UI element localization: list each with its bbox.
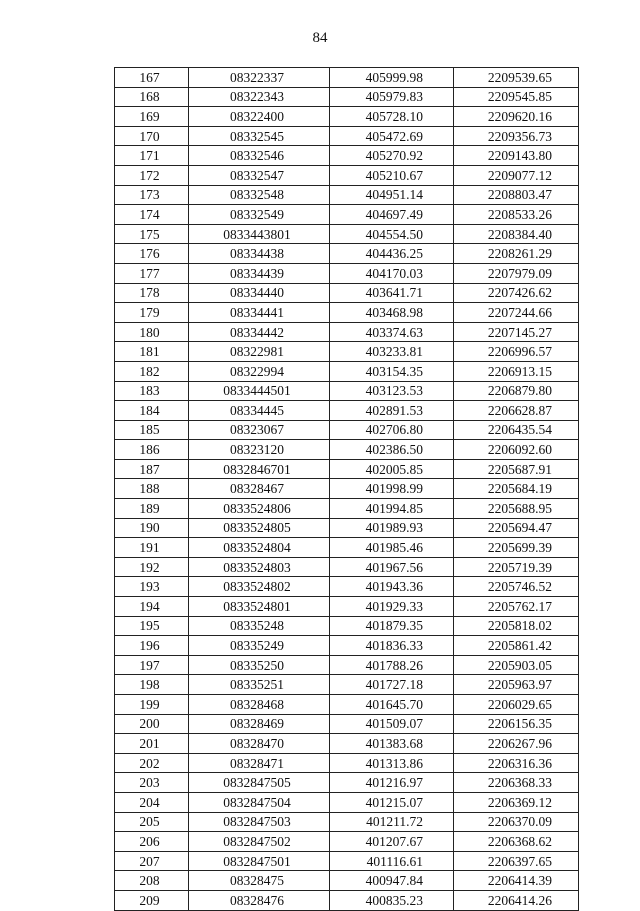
- point-id-cell: 08335250: [189, 655, 330, 675]
- row-number-cell: 173: [115, 185, 189, 205]
- y-coordinate-cell: 2209356.73: [454, 126, 579, 146]
- table-row: [115, 695, 579, 715]
- x-coordinate-cell: 403154.35: [330, 361, 454, 381]
- point-id-cell: 08328469: [189, 714, 330, 734]
- table-row: [115, 655, 579, 675]
- point-id-cell: 08335251: [189, 675, 330, 695]
- y-coordinate-cell: 2205746.52: [454, 577, 579, 597]
- row-number-cell: 185: [115, 420, 189, 440]
- x-coordinate-cell: 401994.85: [330, 499, 454, 519]
- row-number-cell: 171: [115, 146, 189, 166]
- point-id-cell: 0833524805: [189, 518, 330, 538]
- y-coordinate-cell: 2207145.27: [454, 322, 579, 342]
- x-coordinate-cell: 405979.83: [330, 87, 454, 107]
- point-id-cell: 08322343: [189, 87, 330, 107]
- point-id-cell: 08332546: [189, 146, 330, 166]
- point-id-cell: 08335248: [189, 616, 330, 636]
- x-coordinate-cell: 401207.67: [330, 832, 454, 852]
- row-number-cell: 178: [115, 283, 189, 303]
- x-coordinate-cell: 401943.36: [330, 577, 454, 597]
- point-id-cell: 0833443801: [189, 224, 330, 244]
- row-number-cell: 201: [115, 734, 189, 754]
- point-id-cell: 0833524803: [189, 557, 330, 577]
- row-number-cell: 193: [115, 577, 189, 597]
- x-coordinate-cell: 401216.97: [330, 773, 454, 793]
- y-coordinate-cell: 2206996.57: [454, 342, 579, 362]
- y-coordinate-cell: 2205861.42: [454, 636, 579, 656]
- x-coordinate-cell: 402891.53: [330, 401, 454, 421]
- x-coordinate-cell: 404951.14: [330, 185, 454, 205]
- y-coordinate-cell: 2206092.60: [454, 440, 579, 460]
- y-coordinate-cell: 2206368.33: [454, 773, 579, 793]
- point-id-cell: 0832847503: [189, 812, 330, 832]
- y-coordinate-cell: 2206369.12: [454, 792, 579, 812]
- y-coordinate-cell: 2208261.29: [454, 244, 579, 264]
- point-id-cell: 08332549: [189, 205, 330, 225]
- row-number-cell: 174: [115, 205, 189, 225]
- row-number-cell: 182: [115, 361, 189, 381]
- x-coordinate-cell: 401967.56: [330, 557, 454, 577]
- point-id-cell: 0833444501: [189, 381, 330, 401]
- point-id-cell: 0832847501: [189, 851, 330, 871]
- table-row: [115, 734, 579, 754]
- row-number-cell: 168: [115, 87, 189, 107]
- table-row: [115, 224, 579, 244]
- point-id-cell: 0832847502: [189, 832, 330, 852]
- table-row: [115, 322, 579, 342]
- point-id-cell: 08335249: [189, 636, 330, 656]
- table-row: [115, 773, 579, 793]
- y-coordinate-cell: 2205684.19: [454, 479, 579, 499]
- y-coordinate-cell: 2208384.40: [454, 224, 579, 244]
- point-id-cell: 08334439: [189, 263, 330, 283]
- y-coordinate-cell: 2206435.54: [454, 420, 579, 440]
- row-number-cell: 175: [115, 224, 189, 244]
- table-row: [115, 753, 579, 773]
- x-coordinate-cell: 405270.92: [330, 146, 454, 166]
- x-coordinate-cell: 401383.68: [330, 734, 454, 754]
- table-row: [115, 126, 579, 146]
- y-coordinate-cell: 2206316.36: [454, 753, 579, 773]
- table-row: [115, 714, 579, 734]
- point-id-cell: 08332545: [189, 126, 330, 146]
- table-row: [115, 479, 579, 499]
- x-coordinate-cell: 402706.80: [330, 420, 454, 440]
- x-coordinate-cell: 404436.25: [330, 244, 454, 264]
- x-coordinate-cell: 405999.98: [330, 68, 454, 88]
- point-id-cell: 08334440: [189, 283, 330, 303]
- y-coordinate-cell: 2206628.87: [454, 401, 579, 421]
- point-id-cell: 0832847505: [189, 773, 330, 793]
- row-number-cell: 192: [115, 557, 189, 577]
- row-number-cell: 176: [115, 244, 189, 264]
- row-number-cell: 195: [115, 616, 189, 636]
- row-number-cell: 199: [115, 695, 189, 715]
- table-row: [115, 401, 579, 421]
- x-coordinate-cell: 401985.46: [330, 538, 454, 558]
- row-number-cell: 200: [115, 714, 189, 734]
- point-id-cell: 08328468: [189, 695, 330, 715]
- point-id-cell: 08332547: [189, 165, 330, 185]
- x-coordinate-cell: 403374.63: [330, 322, 454, 342]
- table-row: [115, 499, 579, 519]
- y-coordinate-cell: 2205694.47: [454, 518, 579, 538]
- table-row: [115, 890, 579, 910]
- row-number-cell: 188: [115, 479, 189, 499]
- x-coordinate-cell: 402005.85: [330, 459, 454, 479]
- y-coordinate-cell: 2208533.26: [454, 205, 579, 225]
- table-row: [115, 146, 579, 166]
- x-coordinate-cell: 405210.67: [330, 165, 454, 185]
- point-id-cell: 08334445: [189, 401, 330, 421]
- x-coordinate-cell: 401509.07: [330, 714, 454, 734]
- table-row: [115, 538, 579, 558]
- row-number-cell: 177: [115, 263, 189, 283]
- y-coordinate-cell: 2208803.47: [454, 185, 579, 205]
- table-row: [115, 107, 579, 127]
- table-row: [115, 361, 579, 381]
- point-id-cell: 08323120: [189, 440, 330, 460]
- row-number-cell: 179: [115, 303, 189, 323]
- point-id-cell: 08322994: [189, 361, 330, 381]
- y-coordinate-cell: 2205688.95: [454, 499, 579, 519]
- row-number-cell: 194: [115, 597, 189, 617]
- point-id-cell: 08328475: [189, 871, 330, 891]
- point-id-cell: 0833524802: [189, 577, 330, 597]
- y-coordinate-cell: 2209077.12: [454, 165, 579, 185]
- x-coordinate-cell: 401116.61: [330, 851, 454, 871]
- y-coordinate-cell: 2207244.66: [454, 303, 579, 323]
- x-coordinate-cell: 401929.33: [330, 597, 454, 617]
- x-coordinate-cell: 401215.07: [330, 792, 454, 812]
- y-coordinate-cell: 2206414.26: [454, 890, 579, 910]
- table-row: [115, 557, 579, 577]
- x-coordinate-cell: 404554.50: [330, 224, 454, 244]
- table-row: [115, 459, 579, 479]
- table-row: [115, 577, 579, 597]
- x-coordinate-cell: 401727.18: [330, 675, 454, 695]
- x-coordinate-cell: 401836.33: [330, 636, 454, 656]
- coordinates-table: [114, 67, 579, 911]
- y-coordinate-cell: 2206368.62: [454, 832, 579, 852]
- point-id-cell: 08334442: [189, 322, 330, 342]
- table-row: [115, 68, 579, 88]
- point-id-cell: 08332548: [189, 185, 330, 205]
- x-coordinate-cell: 402386.50: [330, 440, 454, 460]
- table-row: [115, 616, 579, 636]
- y-coordinate-cell: 2205903.05: [454, 655, 579, 675]
- x-coordinate-cell: 405728.10: [330, 107, 454, 127]
- x-coordinate-cell: 401313.86: [330, 753, 454, 773]
- x-coordinate-cell: 403123.53: [330, 381, 454, 401]
- x-coordinate-cell: 401998.99: [330, 479, 454, 499]
- y-coordinate-cell: 2205719.39: [454, 557, 579, 577]
- x-coordinate-cell: 404170.03: [330, 263, 454, 283]
- coordinates-table-body: [115, 68, 579, 911]
- point-id-cell: 08328470: [189, 734, 330, 754]
- table-row: [115, 675, 579, 695]
- point-id-cell: 08328467: [189, 479, 330, 499]
- table-row: [115, 420, 579, 440]
- table-row: [115, 381, 579, 401]
- x-coordinate-cell: 403641.71: [330, 283, 454, 303]
- y-coordinate-cell: 2205699.39: [454, 538, 579, 558]
- table-row: [115, 263, 579, 283]
- y-coordinate-cell: 2206879.80: [454, 381, 579, 401]
- point-id-cell: 08328471: [189, 753, 330, 773]
- y-coordinate-cell: 2209620.16: [454, 107, 579, 127]
- table-row: [115, 832, 579, 852]
- point-id-cell: 0832847504: [189, 792, 330, 812]
- point-id-cell: 08322981: [189, 342, 330, 362]
- table-row: [115, 871, 579, 891]
- y-coordinate-cell: 2206913.15: [454, 361, 579, 381]
- x-coordinate-cell: 405472.69: [330, 126, 454, 146]
- point-id-cell: 08322400: [189, 107, 330, 127]
- row-number-cell: 208: [115, 871, 189, 891]
- row-number-cell: 186: [115, 440, 189, 460]
- x-coordinate-cell: 401211.72: [330, 812, 454, 832]
- row-number-cell: 197: [115, 655, 189, 675]
- table-row: [115, 283, 579, 303]
- point-id-cell: 08322337: [189, 68, 330, 88]
- point-id-cell: 0833524801: [189, 597, 330, 617]
- y-coordinate-cell: 2209143.80: [454, 146, 579, 166]
- y-coordinate-cell: 2206397.65: [454, 851, 579, 871]
- row-number-cell: 187: [115, 459, 189, 479]
- y-coordinate-cell: 2206156.35: [454, 714, 579, 734]
- point-id-cell: 0833524806: [189, 499, 330, 519]
- y-coordinate-cell: 2206267.96: [454, 734, 579, 754]
- y-coordinate-cell: 2207979.09: [454, 263, 579, 283]
- row-number-cell: 172: [115, 165, 189, 185]
- table-row: [115, 185, 579, 205]
- row-number-cell: 189: [115, 499, 189, 519]
- row-number-cell: 180: [115, 322, 189, 342]
- table-row: [115, 342, 579, 362]
- point-id-cell: 08328476: [189, 890, 330, 910]
- y-coordinate-cell: 2205963.97: [454, 675, 579, 695]
- table-row: [115, 636, 579, 656]
- row-number-cell: 206: [115, 832, 189, 852]
- y-coordinate-cell: 2206029.65: [454, 695, 579, 715]
- point-id-cell: 0833524804: [189, 538, 330, 558]
- table-row: [115, 205, 579, 225]
- table-row: [115, 792, 579, 812]
- row-number-cell: 170: [115, 126, 189, 146]
- point-id-cell: 08334441: [189, 303, 330, 323]
- x-coordinate-cell: 404697.49: [330, 205, 454, 225]
- x-coordinate-cell: 400835.23: [330, 890, 454, 910]
- table-row: [115, 597, 579, 617]
- y-coordinate-cell: 2205687.91: [454, 459, 579, 479]
- x-coordinate-cell: 401788.26: [330, 655, 454, 675]
- row-number-cell: 196: [115, 636, 189, 656]
- table-row: [115, 851, 579, 871]
- y-coordinate-cell: 2206370.09: [454, 812, 579, 832]
- x-coordinate-cell: 403468.98: [330, 303, 454, 323]
- row-number-cell: 191: [115, 538, 189, 558]
- row-number-cell: 205: [115, 812, 189, 832]
- page-number: 84: [312, 30, 328, 46]
- y-coordinate-cell: 2209539.65: [454, 68, 579, 88]
- y-coordinate-cell: 2209545.85: [454, 87, 579, 107]
- y-coordinate-cell: 2207426.62: [454, 283, 579, 303]
- x-coordinate-cell: 401879.35: [330, 616, 454, 636]
- table-row: [115, 440, 579, 460]
- table-row: [115, 812, 579, 832]
- row-number-cell: 198: [115, 675, 189, 695]
- row-number-cell: 209: [115, 890, 189, 910]
- x-coordinate-cell: 400947.84: [330, 871, 454, 891]
- x-coordinate-cell: 401645.70: [330, 695, 454, 715]
- row-number-cell: 203: [115, 773, 189, 793]
- x-coordinate-cell: 401989.93: [330, 518, 454, 538]
- y-coordinate-cell: 2205818.02: [454, 616, 579, 636]
- y-coordinate-cell: 2205762.17: [454, 597, 579, 617]
- row-number-cell: 190: [115, 518, 189, 538]
- row-number-cell: 204: [115, 792, 189, 812]
- point-id-cell: 0832846701: [189, 459, 330, 479]
- table-row: [115, 303, 579, 323]
- x-coordinate-cell: 403233.81: [330, 342, 454, 362]
- table-row: [115, 87, 579, 107]
- row-number-cell: 184: [115, 401, 189, 421]
- row-number-cell: 181: [115, 342, 189, 362]
- y-coordinate-cell: 2206414.39: [454, 871, 579, 891]
- table-row: [115, 165, 579, 185]
- row-number-cell: 183: [115, 381, 189, 401]
- row-number-cell: 169: [115, 107, 189, 127]
- row-number-cell: 202: [115, 753, 189, 773]
- point-id-cell: 08323067: [189, 420, 330, 440]
- row-number-cell: 167: [115, 68, 189, 88]
- point-id-cell: 08334438: [189, 244, 330, 264]
- row-number-cell: 207: [115, 851, 189, 871]
- table-row: [115, 244, 579, 264]
- table-row: [115, 518, 579, 538]
